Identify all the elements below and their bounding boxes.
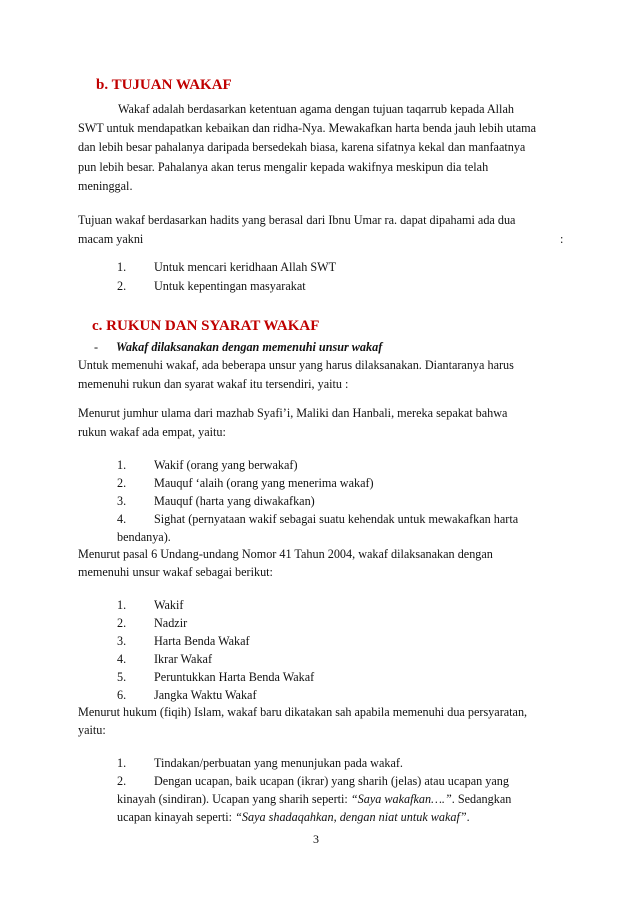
section-b-para2-line1: Tujuan wakaf berdasarkan hadits yang berasal dari Ibnu Umar ra. dapat dipahami ada dua [78,213,516,227]
list-item-number: 4. [117,652,127,666]
section-b-para2-line2: macam yakni [78,232,144,246]
list-item-continuation: bendanya). [117,530,171,544]
section-c-para1-line1: Untuk memenuhi wakaf, ada beberapa unsur yang harus dilaksanakan. Diantaranya harus [78,358,514,372]
list-item-number: 4. [117,512,127,526]
section-c-subheading: Wakaf dilaksanakan dengan memenuhi unsur wakaf [116,340,383,354]
section-c-para2-line1: Menurut jumhur ulama dari mazhab Syafi’i, Maliki dan Hanbali, mereka sepakat bahwa [78,406,508,420]
list-item-text: Wakif [154,598,184,612]
list-item-text: Harta Benda Wakaf [154,634,250,648]
section-c-para3-line2: memenuhi unsur wakaf sebagai berikut: [78,565,273,579]
list-item-number: 2. [117,279,127,293]
list-item-text: Peruntukkan Harta Benda Wakaf [154,670,315,684]
list-item-number: 1. [117,458,127,472]
list-item-text: Untuk kepentingan masyarakat [154,279,306,293]
list-item-text-line3 [117,810,470,824]
list-item-number: 3. [117,634,127,648]
list-item-text: Jangka Waktu Wakaf [154,688,257,702]
section-b-para1-line4: pun lebih besar. Pahalanya akan terus mengalir kepada wakifnya meskipun dia telah [78,160,489,174]
section-c-para3-line1: Menurut pasal 6 Undang-undang Nomor 41 Tahun 2004, wakaf dilaksanakan dengan [78,547,493,561]
list-item-text: Mauquf ‘alaih (orang yang menerima wakaf) [154,476,374,490]
list-item-text: Sighat (pernyataan wakif sebagai suatu kehendak untuk mewakafkan harta [154,512,519,526]
subheading-dash: - [94,340,99,354]
list-item-number: 5. [117,670,127,684]
list-item-text: Wakif (orang yang berwakaf) [154,458,298,472]
list-item-text: Mauquf (harta yang diwakafkan) [154,494,315,508]
page-number: 3 [313,832,319,846]
list-item-text: Tindakan/perbuatan yang menunjukan pada wakaf. [154,756,403,770]
section-c-para4-line2: yaitu: [78,723,106,737]
list-item-number: 1. [117,260,127,274]
list-item-text: Dengan ucapan, baik ucapan (ikrar) yang sharih (jelas) atau ucapan yang [154,774,509,788]
section-b-para2-colon: : [560,232,564,246]
section-b-para1-line2: SWT untuk mendapatkan kebaikan dan ridha-Nya. Mewakafkan harta benda jauh lebih utama [78,121,536,135]
section-c-para2-line2: rukun wakaf ada empat, yaitu: [78,425,226,439]
list-item-number: 1. [117,756,127,770]
list-item-text: Nadzir [154,616,188,630]
section-b-para1-line3: dan lebih besar pahalanya daripada bersedekah biasa, karena sifatnya kekal dan manfaatnya [78,140,526,154]
text-plain: . [466,810,470,824]
section-b-heading: b. TUJUAN WAKAF [96,77,232,93]
text-plain: . Sedangkan [451,792,512,806]
list-item-number: 2. [117,476,127,490]
list-item-number: 1. [117,598,127,612]
list-item-number: 2. [117,616,127,630]
text-italic-quote: “Saya wakafkan….” [350,792,452,806]
section-c-para4-line1: Menurut hukum (fiqih) Islam, wakaf baru dikatakan sah apabila memenuhi dua persyaratan, [78,705,528,719]
section-c-para1-line2: memenuhi rukun dan syarat wakaf itu tersendiri, yaitu : [78,377,349,391]
list-item-text: Untuk mencari keridhaan Allah SWT [154,260,337,274]
section-c-heading: c. RUKUN DAN SYARAT WAKAF [92,318,320,334]
text-plain: kinayah (sindiran). Ucapan yang sharih seperti: [117,792,351,806]
list-item-text-line2 [117,792,511,806]
section-b-para1-line5: meninggal. [78,179,133,193]
list-item-text: Ikrar Wakaf [154,652,213,666]
list-item-number: 6. [117,688,127,702]
text-plain: ucapan kinayah seperti: [117,810,236,824]
section-b-para1-line1: Wakaf adalah berdasarkan ketentuan agama dengan tujuan taqarrub kepada Allah [118,102,514,116]
list-item-number: 3. [117,494,127,508]
text-italic-quote: “Saya shadaqahkan, dengan niat untuk wakaf” [235,810,467,824]
list-item-number: 2. [117,774,127,788]
